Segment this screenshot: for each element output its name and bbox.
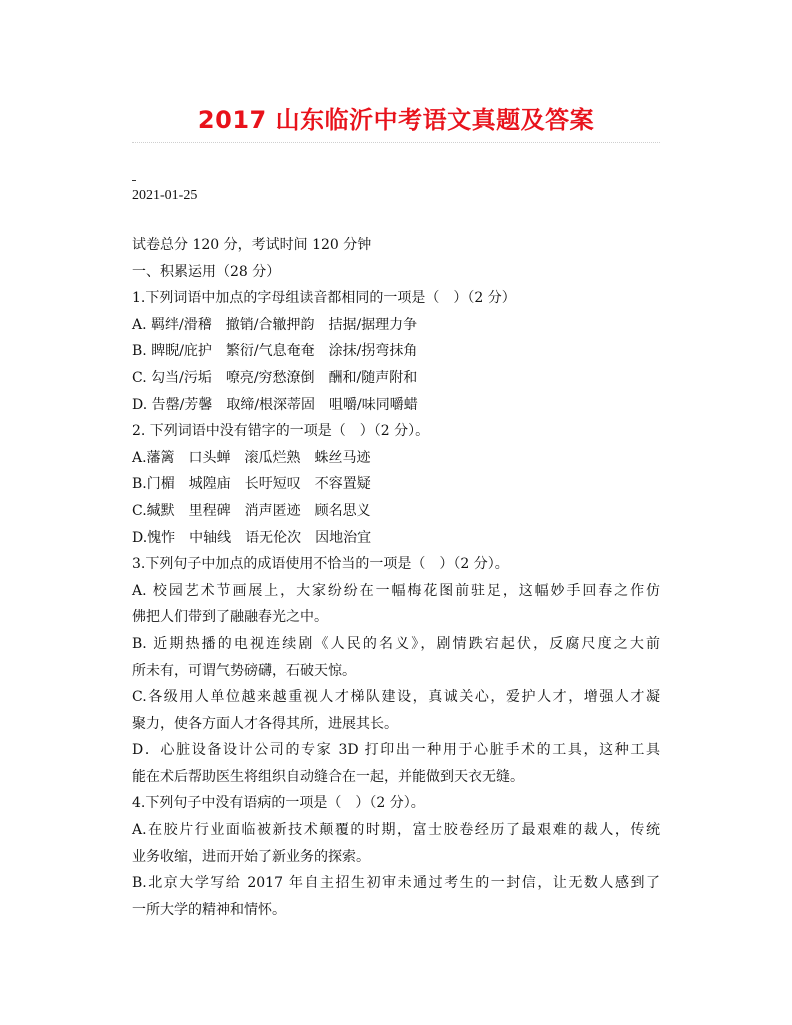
text-line: A.在胶片行业面临被新技术颠覆的时期，富士胶卷经历了最艰难的裁人，传统 xyxy=(132,822,660,839)
document-body xyxy=(132,232,660,923)
text-line: D. 告罄/芳馨 取缔/根深蒂固 咀嚼/味同嚼蜡 xyxy=(132,396,418,413)
text-line: 一、积累运用（28 分） xyxy=(132,263,281,280)
text-line: B. 近期热播的电视连续剧《人民的名义》，剧情跌宕起伏，反腐尺度之大前 xyxy=(132,635,660,652)
text-line: B.北京大学写给 2017 年自主招生初审未通过考生的一封信，让无数人感到了 xyxy=(132,875,660,892)
publish-date: 2021-01-25 xyxy=(132,188,198,203)
text-line: 试卷总分 120 分，考试时间 120 分钟 xyxy=(132,237,372,253)
document-title: 2017 山东临沂中考语文真题及答案 xyxy=(197,106,595,134)
small-mark xyxy=(132,180,136,181)
text-line: 1.下列词语中加点的字母组读音都相同的一项是（ ）（2 分） xyxy=(132,290,516,307)
text-line: C. 勾当/污垢 嘹亮/穷愁潦倒 酬和/随声附和 xyxy=(132,369,418,386)
text-line: 业务收缩，进而开始了新业务的探索。 xyxy=(132,848,370,865)
text-line: B.门楣 城隍庙 长吁短叹 不容置疑 xyxy=(132,476,371,493)
text-line: 聚力，使各方面人才各得其所，进展其长。 xyxy=(132,715,398,732)
text-line: B. 睥睨/庇护 繁衍/气息奄奄 涂抹/拐弯抹角 xyxy=(132,343,418,360)
text-line: A. 羁绊/滑稽 撤销/合辙押韵 拮据/据理力争 xyxy=(132,316,418,333)
text-line: 2. 下列词语中没有错字的一项是（ ）（2 分）。 xyxy=(132,423,430,440)
text-line: C.缄默 里程碑 消声匿迹 顾名思义 xyxy=(132,502,371,519)
text-line: C.各级用人单位越来越重视人才梯队建设，真诚关心，爱护人才，增强人才凝 xyxy=(132,689,660,706)
text-line: 佛把人们带到了融融春光之中。 xyxy=(132,609,328,626)
text-line: 4.下列句子中没有语病的一项是（ ）（2 分）。 xyxy=(132,795,425,812)
text-line: D．心脏设备设计公司的专家 3D 打印出一种用于心脏手术的工具，这种工具 xyxy=(132,742,660,759)
text-line: 所未有，可谓气势磅礴，石破天惊。 xyxy=(132,662,356,679)
text-line: A. 校园艺术节画展上，大家纷纷在一幅梅花图前驻足，这幅妙手回春之作仿 xyxy=(132,582,660,599)
text-line: 能在术后帮助医生将组织自动缝合在一起，并能做到天衣无缝。 xyxy=(132,768,524,785)
text-line: 3.下列句子中加点的成语使用不恰当的一项是（ ）（2 分）。 xyxy=(132,556,509,573)
text-line: A.藩篱 口头蝉 滚瓜烂熟 蛛丝马迹 xyxy=(132,449,371,466)
text-line: D.愧怍 中轴线 语无伦次 因地治宜 xyxy=(132,529,372,546)
text-line: 一所大学的精神和情怀。 xyxy=(132,901,286,918)
title-divider xyxy=(132,142,660,143)
